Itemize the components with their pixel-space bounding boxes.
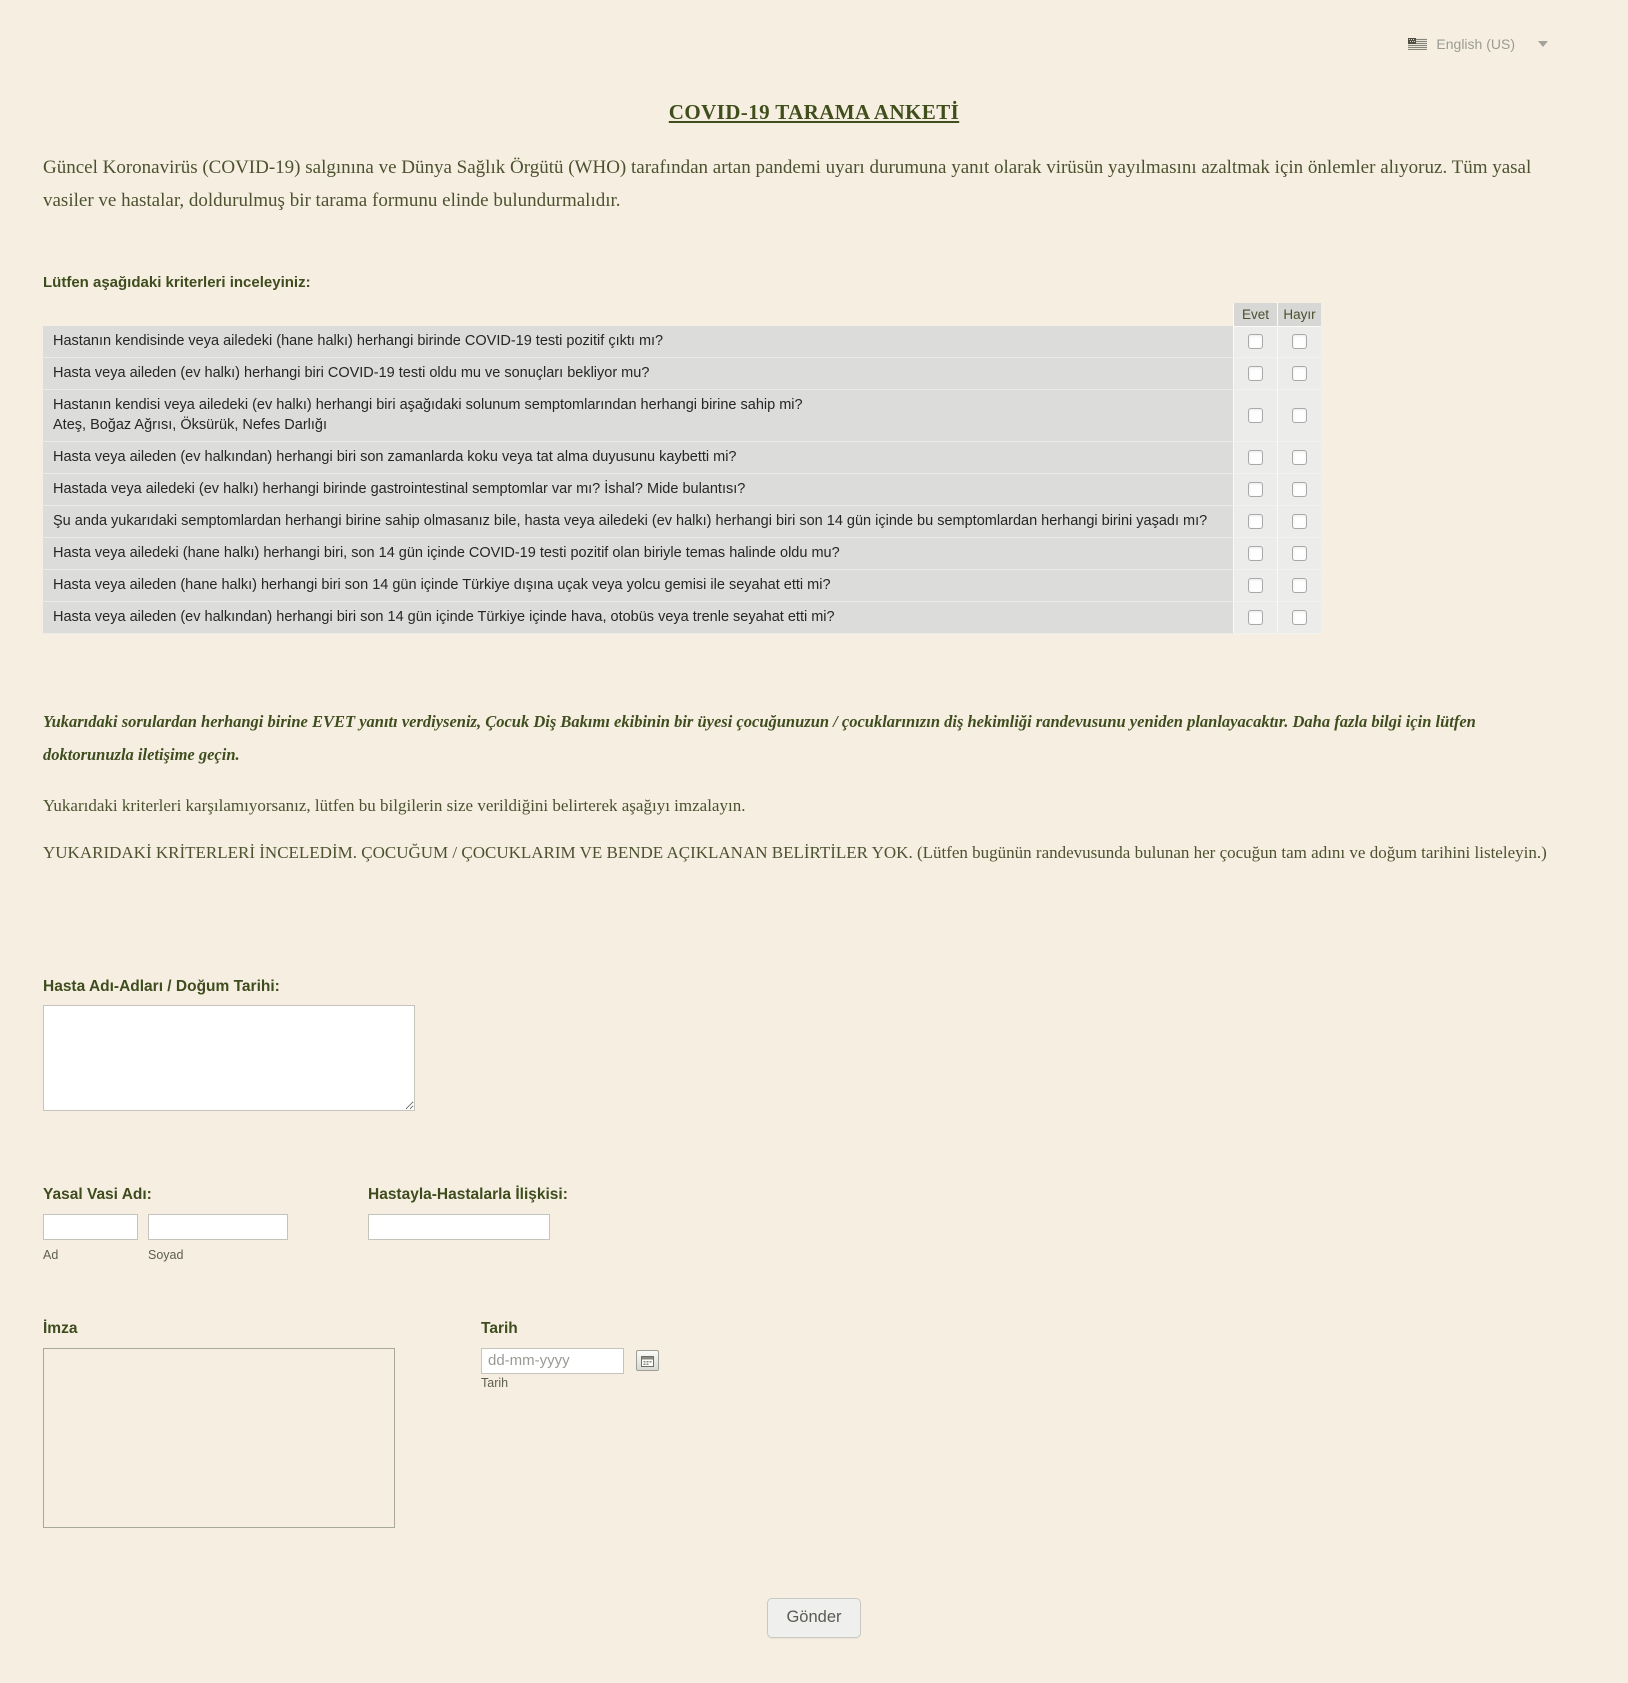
guardian-last-name-input[interactable] [148, 1214, 288, 1240]
checkbox-evet[interactable] [1248, 366, 1263, 381]
table-row [43, 570, 1321, 602]
signature-label: İmza [43, 1319, 78, 1337]
column-header-evet: Evet [1234, 303, 1278, 327]
relationship-field [368, 1186, 568, 1240]
last-name-sublabel: Soyad [148, 1247, 184, 1262]
checkbox-hayir[interactable] [1292, 408, 1307, 423]
us-flag-icon [1408, 38, 1427, 50]
calendar-icon[interactable] [636, 1350, 659, 1371]
warning-paragraph: Yukarıdaki sorulardan herhangi birine EVET yanıtı verdiyseniz, Çocuk Diş Bakımı ekibinin bir üyesi çocuğunuzun / çocuklarınızın diş hekimliği randevusunu yeniden planlayacaktır. Daha fazla bilgi için lütfen doktorunuzla iletişime geçin. [43, 712, 1476, 764]
sign-note-paragraph: Yukarıdaki kriterleri karşılamıyorsanız, lütfen bu bilgilerin size verildiğini belirterek aşağıyı imzalayın. [43, 795, 746, 815]
checkbox-hayir[interactable] [1292, 366, 1307, 381]
criteria-table [43, 303, 1321, 635]
question-text: Hasta veya aileden (ev halkından) herhangi biri son 14 gün içinde Türkiye içinde hava, otobüs veya trenle seyahat etti mi? [43, 602, 1234, 634]
column-header-hayir: Hayır [1278, 303, 1322, 327]
question-text: Hasta veya aileden (ev halkından) herhangi biri son zamanlarda koku veya tat alma duyusunu kaybetti mi? [43, 441, 1234, 473]
question-subtext: Ateş, Boğaz Ağrısı, Öksürük, Nefes Darlığı [53, 416, 327, 433]
relationship-input[interactable] [368, 1214, 550, 1240]
patient-names-label: Hasta Adı-Adları / Doğum Tarihi: [43, 977, 280, 995]
checkbox-evet[interactable] [1248, 450, 1263, 465]
declaration-paragraph: YUKARIDAKİ KRİTERLERİ İNCELEDİM. ÇOCUĞUM / ÇOCUKLARIM VE BENDE AÇIKLANAN BELİRTİLER YOK. (Lütfen bugünün randevusunda bulunan her çocuğun tam adını ve doğum tarihini listeleyin.) [43, 843, 1547, 863]
checkbox-hayir[interactable] [1292, 482, 1307, 497]
checkbox-hayir[interactable] [1292, 514, 1307, 529]
checkbox-hayir[interactable] [1292, 546, 1307, 561]
checkbox-evet[interactable] [1248, 514, 1263, 529]
table-row [43, 602, 1321, 634]
question-text: Hasta veya ailedeki (hane halkı) herhangi biri, son 14 gün içinde COVID-19 testi pozitif olan biriyle temas halinde oldu mu? [43, 538, 1234, 570]
guardian-first-name-input[interactable] [43, 1214, 138, 1240]
checkbox-evet[interactable] [1248, 334, 1263, 349]
page-title: COVID-19 TARAMA ANKETİ [668, 100, 960, 124]
table-row [43, 538, 1321, 570]
table-row [43, 473, 1321, 505]
language-selector[interactable] [1408, 36, 1548, 52]
chevron-down-icon [1538, 41, 1548, 47]
question-text: Hastanın kendisi veya ailedeki (ev halkı) herhangi biri aşağıdaki solunum semptomlarından herhangi birine sahip mi? [53, 397, 803, 414]
criteria-heading: Lütfen aşağıdaki kriterleri inceleyiniz: [43, 273, 311, 291]
question-text: Hastanın kendisinde veya ailedeki (hane halkı) herhangi birinde COVID-19 testi pozitif çıktı mı? [43, 326, 1234, 358]
submit-button[interactable]: Gönder [767, 1598, 860, 1638]
language-selector-label: English (US) [1436, 36, 1515, 52]
checkbox-evet[interactable] [1248, 578, 1263, 593]
criteria-header-row [43, 303, 1321, 327]
signature-pad[interactable] [43, 1348, 395, 1528]
question-text: Hasta veya aileden (hane halkı) herhangi biri son 14 gün içinde Türkiye dışına uçak veya yolcu gemisi ile seyahat etti mi? [43, 570, 1234, 602]
table-row [43, 505, 1321, 537]
intro-paragraph: Güncel Koronavirüs (COVID-19) salgınına ve Dünya Sağlık Örgütü (WHO) tarafından artan pandemi uyarı durumuna yanıt olarak virüsün yayılmasını azaltmak için önlemler alıyoruz. Tüm yasal vasiler ve hastalar, doldurulmuş bir tarama formunu elinde bulundurmalıdır. [43, 157, 1532, 211]
date-label: Tarih [481, 1319, 518, 1337]
checkbox-evet[interactable] [1248, 546, 1263, 561]
criteria-table-corner [43, 303, 1234, 327]
question-text: Hastada veya ailedeki (ev halkı) herhangi birinde gastrointestinal semptomlar var mı? İshal? Mide bulantısı? [43, 473, 1234, 505]
checkbox-evet[interactable] [1248, 408, 1263, 423]
date-input[interactable] [481, 1348, 624, 1374]
relationship-label: Hastayla-Hastalarla İlişkisi: [368, 1185, 568, 1203]
table-row [43, 441, 1321, 473]
checkbox-evet[interactable] [1248, 610, 1263, 625]
table-row [43, 390, 1321, 441]
checkbox-evet[interactable] [1248, 482, 1263, 497]
signature-field [43, 1320, 481, 1528]
date-field [481, 1320, 659, 1392]
guardian-label: Yasal Vasi Adı: [43, 1185, 152, 1203]
question-text: Şu anda yukarıdaki semptomlardan herhangi birine sahip olmasanız bile, hasta veya ailedeki (ev halkı) herhangi biri son 14 gün içinde bu semptomlardan herhangi birini yaşadı mı? [43, 505, 1234, 537]
checkbox-hayir[interactable] [1292, 610, 1307, 625]
question-text: Hasta veya aileden (ev halkı) herhangi biri COVID-19 testi oldu mu ve sonuçları bekliyor mu? [43, 358, 1234, 390]
patient-names-textarea[interactable] [43, 1005, 415, 1111]
first-name-sublabel: Ad [43, 1247, 59, 1262]
date-sublabel: Tarih [481, 1375, 509, 1390]
table-row [43, 358, 1321, 390]
table-row [43, 326, 1321, 358]
checkbox-hayir[interactable] [1292, 450, 1307, 465]
checkbox-hayir[interactable] [1292, 334, 1307, 349]
checkbox-hayir[interactable] [1292, 578, 1307, 593]
guardian-field [43, 1186, 368, 1262]
